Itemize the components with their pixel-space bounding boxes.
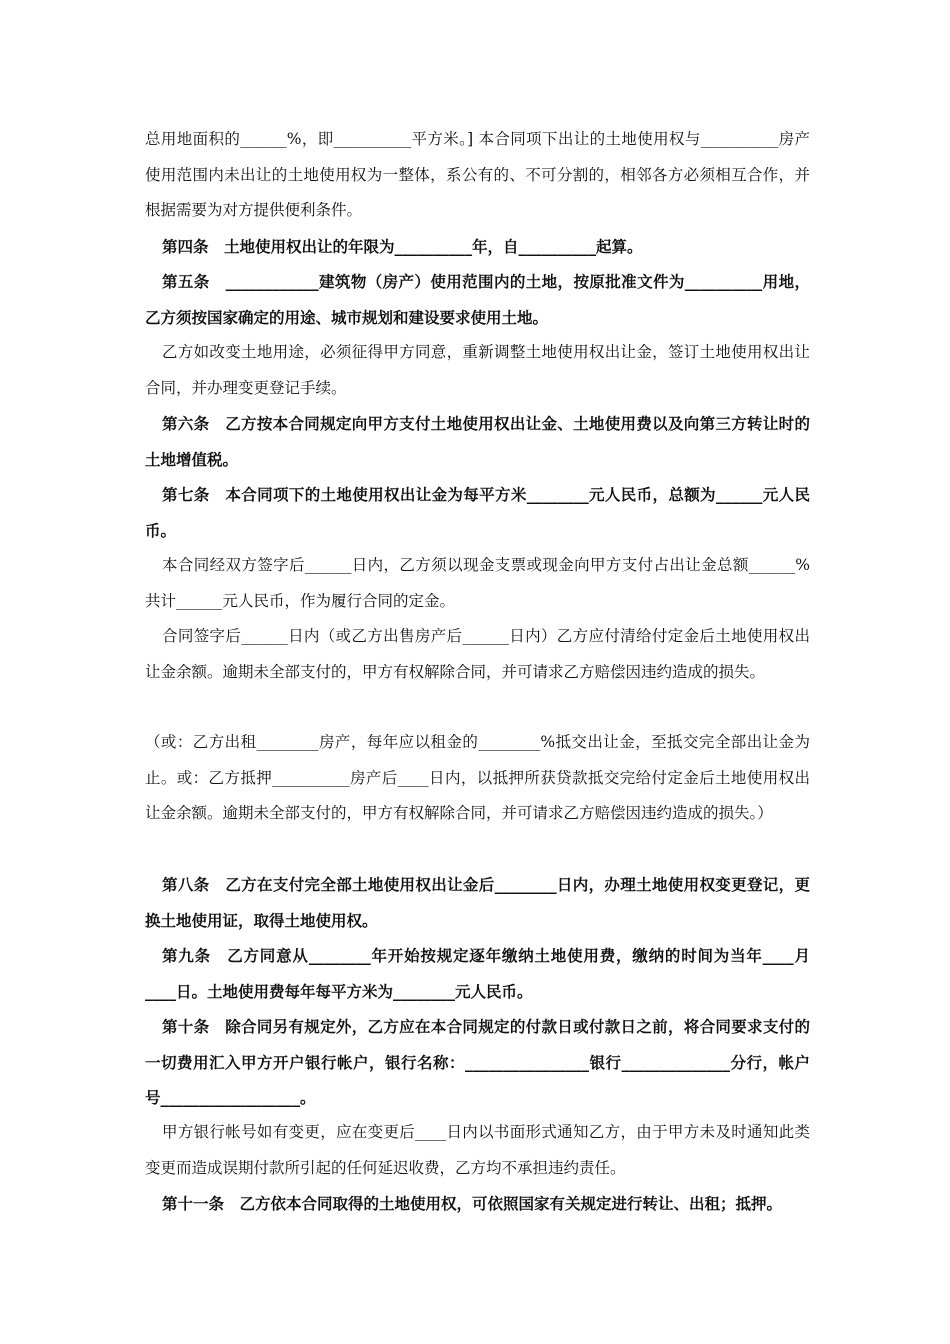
article-4: 第四条 土地使用权出让的年限为__________年，自__________起算。 [162,237,643,256]
paragraph-land-area: 总用地面积的______%，即__________平方米。] 本合同项下出让的土地使用权与__________房产使用范围内未出让的土地使用权为一整体，系公有的、不可分割的，相邻各方必须相互合作，并根据需要为对方提供便利条件。 [145,130,810,219]
paragraph-deposit: 本合同经双方签字后______日内，乙方须以现金支票或现金向甲方支付占出让金总额______%共计______元人民币，作为履行合同的定金。 [145,556,810,610]
article-7: 第七条 本合同项下的土地使用权出让金为每平方米________元人民币，总额为______元人民币。 [145,485,810,540]
paragraph-balance-payment: 合同签字后______日内（或乙方出售房产后______日内）乙方应付清给付定金后土地使用权出让金余额。逾期未全部支付的，甲方有权解除合同，并可请求乙方赔偿因违约造成的损失。 [145,627,810,681]
article-9: 第九条 乙方同意从________年开始按规定逐年缴纳土地使用费，缴纳的时间为当年____月____日。土地使用费每年每平方米为________元人民币。 [145,946,810,1001]
article-10: 第十条 除合同另有规定外，乙方应在本合同规定的付款日或付款日之前，将合同要求支付的一切费用汇入甲方开户银行帐户，银行名称：________________银行______________分行，帐户号__________________。 [145,1017,810,1107]
article-11: 第十一条 乙方依本合同取得的土地使用权，可依照国家有关规定进行转让、出租；抵押。 [162,1194,783,1213]
article-5: 第五条 ____________建筑物（房产）使用范围内的土地，按原批准文件为__________用地，乙方须按国家确定的用途、城市规划和建设要求使用土地。 [145,272,810,327]
article-6: 第六条 乙方按本合同规定向甲方支付土地使用权出让金、土地使用费以及向第三方转让时的土地增值税。 [145,414,810,469]
paragraph-change-land-use: 乙方如改变土地用途，必须征得甲方同意，重新调整土地使用权出让金，签订土地使用权出让合同，并办理变更登记手续。 [145,343,810,397]
paragraph-bank-change: 甲方银行帐号如有变更，应在变更后____日内以书面形式通知乙方，由于甲方未及时通知此类变更而造成误期付款所引起的任何延迟收费，乙方均不承担违约责任。 [145,1123,810,1177]
paragraph-alternative-payment: （或：乙方出租________房产，每年应以租金的________%抵交出让金，至抵交完全部出让金为止。或：乙方抵押__________房产后____日内，以抵押所获贷款抵交完给付定金后土地使用权出让金余额。逾期未全部支付的，甲方有权解除合同，并可请求乙方赔偿因违约造成的损失。） [145,733,810,822]
article-8: 第八条 乙方在支付完全部土地使用权出让金后________日内，办理土地使用权变更登记，更换土地使用证，取得土地使用权。 [145,875,810,930]
